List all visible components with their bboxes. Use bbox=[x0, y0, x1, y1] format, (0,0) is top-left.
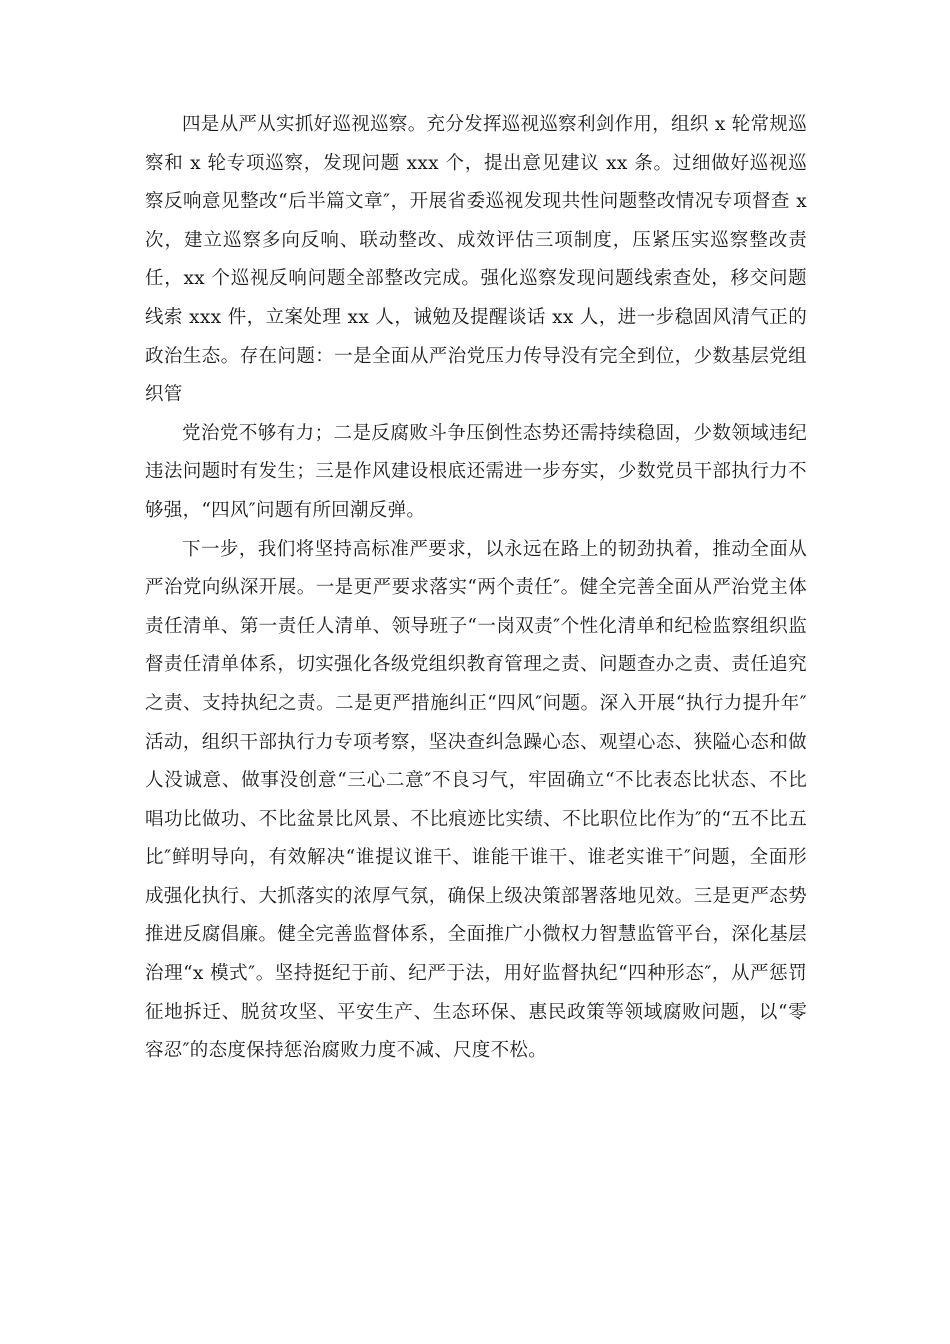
paragraph-next-steps: 下一步，我们将坚持高标准严要求，以永远在路上的韧劲执着，推动全面从严治党向纵深开展。一是更严要求落实“两个责任″。健全完善全面从严治党主体责任清单、第一责任人清单、领导班子“一岗双责″个性化清单和纪检监察组织监督责任清单体系，切实强化各级党组织教育管理之责、问题查办之责、责任追究之责、支持执纪之责。二是更严措施纠正“四风″问题。深入开展“执行力提升年″活动，组织干部执行力专项考察，坚决查纠急躁心态、观望心态、狭隘心态和做人没诚意、做事没创意“三心二意″不良习气，牢固确立“不比表态比状态、不比唱功比做功、不比盆景比风景、不比痕迹比实绩、不比职位比作为″的“五不比五比″鲜明导向，有效解决“谁提议谁干、谁能干谁干、谁老实谁干″问题，全面形成强化执行、大抓落实的浓厚气氛，确保上级决策部署落地见效。三是更严态势推进反腐倡廉。健全完善监督体系，全面推广小微权力智慧监管平台，深化基层治理“x 模式″。坚持挺纪于前、纪严于法，用好监督执纪“四种形态″，从严惩罚征地拆迁、脱贫攻坚、平安生产、生态环保、惠民政策等领域腐败问题，以“零容忍″的态度保持惩治腐败力度不减、尺度不松。 bbox=[145, 538, 807, 1062]
paragraph-problems: 党治党不够有力；二是反腐败斗争压倒性态势还需持续稳固，少数领域违纪违法问题时有发生；三是作风建设根底还需进一步夯实，少数党员干部执行力不够强，“四风″问题有所回潮反弹。 bbox=[145, 422, 807, 521]
document-page bbox=[145, 106, 807, 1071]
paragraph-inspection: 四是从严从实抓好巡视巡察。充分发挥巡视巡察利剑作用，组织 x 轮常规巡察和 x 轮专项巡察，发现问题 xxx 个，提出意见建议 xx 条。过细做好巡视巡察反响意见整改“后半篇文章″，开展省委巡视发现共性问题整改情况专项督查 x 次，建立巡察多向反响、联动整改、成效评估三项制度，压紧压实巡察整改责任，xx 个巡视反响问题全部整改完成。强化巡察发现问题线索查处，移交问题线索 xxx 件，立案处理 xx 人，诫勉及提醒谈话 xx 人，进一步稳固风清气正的政治生态。存在问题：一是全面从严治党压力传导没有完全到位，少数基层党组织管 bbox=[145, 114, 807, 406]
